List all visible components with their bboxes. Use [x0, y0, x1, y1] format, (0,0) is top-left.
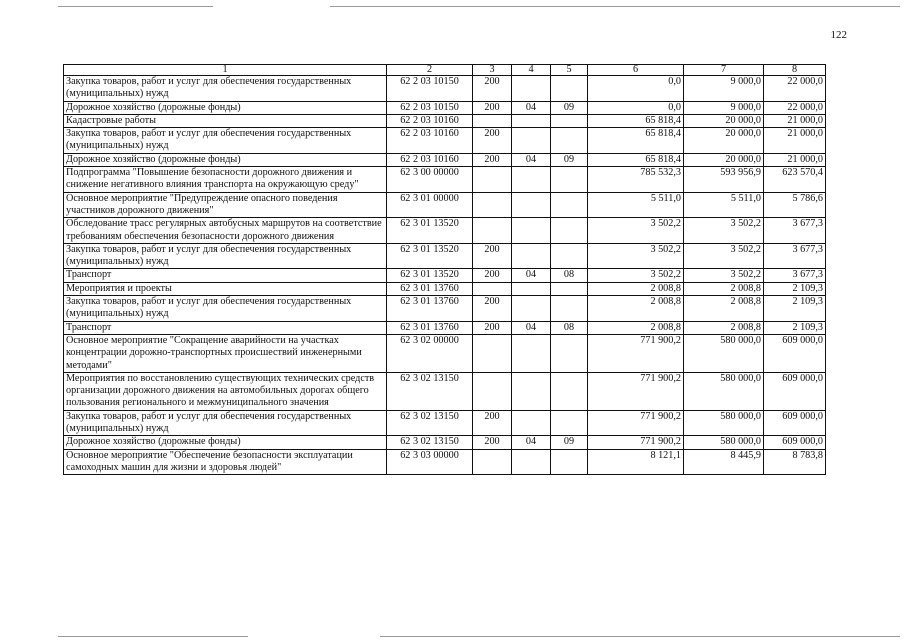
table-row	[64, 192, 826, 218]
scan-bottom-edge	[58, 636, 248, 637]
cell-subsection	[551, 296, 588, 322]
cell-amount-year2: 2 008,8	[684, 321, 764, 334]
cell-amount-year3: 21 000,0	[764, 114, 826, 127]
cell-name: Основное мероприятие "Предупреждение опасного поведения участников дорожного движения"	[64, 192, 387, 218]
cell-code: 62 2 03 10150	[387, 76, 473, 102]
cell-amount-year1: 785 532,3	[588, 167, 684, 193]
cell-amount-year1: 3 502,2	[588, 269, 684, 282]
cell-code: 62 3 02 13150	[387, 410, 473, 436]
cell-name: Транспорт	[64, 269, 387, 282]
cell-name: Закупка товаров, работ и услуг для обеспечения государственных (муниципальных) нужд	[64, 243, 387, 269]
table-row	[64, 218, 826, 244]
cell-amount-year3: 2 109,3	[764, 282, 826, 295]
header-cell: 2	[387, 65, 473, 76]
cell-amount-year2: 2 008,8	[684, 282, 764, 295]
cell-subsection: 08	[551, 321, 588, 334]
cell-subsection	[551, 128, 588, 154]
cell-amount-year1: 3 502,2	[588, 218, 684, 244]
cell-amount-year2: 2 008,8	[684, 296, 764, 322]
cell-expense-type	[473, 449, 512, 475]
cell-code: 62 3 03 00000	[387, 449, 473, 475]
cell-expense-type: 200	[473, 296, 512, 322]
scan-top-edge	[58, 6, 213, 7]
cell-section	[512, 410, 551, 436]
cell-section	[512, 192, 551, 218]
cell-name: Кадастровые работы	[64, 114, 387, 127]
cell-expense-type	[473, 114, 512, 127]
cell-amount-year1: 0,0	[588, 76, 684, 102]
cell-amount-year2: 9 000,0	[684, 101, 764, 114]
cell-code: 62 3 01 13520	[387, 269, 473, 282]
table-row	[64, 449, 826, 475]
table-row	[64, 167, 826, 193]
cell-expense-type: 200	[473, 243, 512, 269]
table-row	[64, 76, 826, 102]
cell-subsection	[551, 192, 588, 218]
cell-subsection	[551, 334, 588, 372]
cell-name: Дорожное хозяйство (дорожные фонды)	[64, 101, 387, 114]
scan-bottom-edge	[380, 636, 900, 637]
header-cell: 1	[64, 65, 387, 76]
cell-name: Мероприятия и проекты	[64, 282, 387, 295]
table-header-row	[64, 65, 826, 76]
header-cell: 4	[512, 65, 551, 76]
scan-top-edge	[330, 6, 900, 7]
cell-amount-year1: 2 008,8	[588, 282, 684, 295]
cell-code: 62 2 03 10160	[387, 128, 473, 154]
cell-amount-year2: 5 511,0	[684, 192, 764, 218]
cell-section: 04	[512, 321, 551, 334]
cell-subsection	[551, 372, 588, 410]
cell-code: 62 2 03 10160	[387, 114, 473, 127]
cell-section	[512, 76, 551, 102]
cell-code: 62 3 01 13760	[387, 282, 473, 295]
cell-code: 62 3 02 13150	[387, 372, 473, 410]
cell-name: Подпрограмма "Повышение безопасности дорожного движения и снижение негативного влияния транспорта на окружающую среду"	[64, 167, 387, 193]
header-cell: 5	[551, 65, 588, 76]
cell-amount-year2: 9 000,0	[684, 76, 764, 102]
cell-amount-year3: 3 677,3	[764, 218, 826, 244]
cell-expense-type: 200	[473, 321, 512, 334]
cell-amount-year2: 3 502,2	[684, 218, 764, 244]
cell-section	[512, 167, 551, 193]
header-cell: 3	[473, 65, 512, 76]
cell-code: 62 3 01 13520	[387, 218, 473, 244]
cell-code: 62 3 02 00000	[387, 334, 473, 372]
cell-section	[512, 296, 551, 322]
cell-expense-type	[473, 218, 512, 244]
cell-subsection	[551, 282, 588, 295]
cell-amount-year3: 22 000,0	[764, 101, 826, 114]
cell-amount-year1: 771 900,2	[588, 334, 684, 372]
cell-amount-year3: 2 109,3	[764, 296, 826, 322]
cell-subsection	[551, 449, 588, 475]
cell-amount-year1: 5 511,0	[588, 192, 684, 218]
cell-amount-year3: 609 000,0	[764, 410, 826, 436]
cell-amount-year1: 771 900,2	[588, 410, 684, 436]
cell-code: 62 2 03 10160	[387, 153, 473, 166]
table-row	[64, 243, 826, 269]
cell-subsection	[551, 167, 588, 193]
cell-code: 62 3 02 13150	[387, 436, 473, 449]
page-number: 122	[830, 29, 847, 41]
cell-amount-year1: 2 008,8	[588, 321, 684, 334]
cell-expense-type: 200	[473, 269, 512, 282]
cell-amount-year1: 65 818,4	[588, 128, 684, 154]
cell-expense-type: 200	[473, 153, 512, 166]
budget-table	[63, 64, 826, 475]
cell-expense-type: 200	[473, 410, 512, 436]
table-row	[64, 296, 826, 322]
cell-subsection	[551, 114, 588, 127]
cell-subsection	[551, 243, 588, 269]
cell-section: 04	[512, 153, 551, 166]
cell-code: 62 3 01 13760	[387, 296, 473, 322]
cell-amount-year1: 0,0	[588, 101, 684, 114]
cell-section	[512, 449, 551, 475]
cell-name: Закупка товаров, работ и услуг для обеспечения государственных (муниципальных) нужд	[64, 410, 387, 436]
cell-name: Мероприятия по восстановлению существующих технических средств организации дорожного движения на автомобильных дорогах общего пользования регионального и межмуниципального значения	[64, 372, 387, 410]
cell-subsection: 09	[551, 153, 588, 166]
cell-section	[512, 334, 551, 372]
cell-expense-type: 200	[473, 128, 512, 154]
cell-subsection	[551, 218, 588, 244]
cell-expense-type	[473, 282, 512, 295]
cell-subsection: 08	[551, 269, 588, 282]
cell-expense-type: 200	[473, 101, 512, 114]
cell-amount-year1: 8 121,1	[588, 449, 684, 475]
cell-name: Основное мероприятие "Сокращение аварийности на участках концентрации дорожно-транспортных происшествий инженерными методами"	[64, 334, 387, 372]
cell-subsection: 09	[551, 436, 588, 449]
cell-amount-year3: 3 677,3	[764, 243, 826, 269]
header-cell: 6	[588, 65, 684, 76]
cell-amount-year3: 5 786,6	[764, 192, 826, 218]
cell-subsection: 09	[551, 101, 588, 114]
cell-amount-year2: 580 000,0	[684, 410, 764, 436]
cell-amount-year3: 2 109,3	[764, 321, 826, 334]
cell-amount-year2: 580 000,0	[684, 372, 764, 410]
cell-name: Транспорт	[64, 321, 387, 334]
cell-amount-year2: 20 000,0	[684, 153, 764, 166]
cell-expense-type: 200	[473, 436, 512, 449]
cell-code: 62 3 01 13520	[387, 243, 473, 269]
cell-section: 04	[512, 436, 551, 449]
cell-expense-type	[473, 334, 512, 372]
cell-expense-type	[473, 167, 512, 193]
cell-expense-type: 200	[473, 76, 512, 102]
cell-amount-year2: 20 000,0	[684, 114, 764, 127]
cell-name: Закупка товаров, работ и услуг для обеспечения государственных (муниципальных) нужд	[64, 296, 387, 322]
cell-section	[512, 243, 551, 269]
table-row	[64, 282, 826, 295]
cell-code: 62 3 00 00000	[387, 167, 473, 193]
cell-section	[512, 128, 551, 154]
cell-code: 62 3 01 13760	[387, 321, 473, 334]
cell-name: Закупка товаров, работ и услуг для обеспечения государственных (муниципальных) нужд	[64, 128, 387, 154]
cell-amount-year1: 3 502,2	[588, 243, 684, 269]
cell-name: Дорожное хозяйство (дорожные фонды)	[64, 153, 387, 166]
cell-amount-year2: 593 956,9	[684, 167, 764, 193]
table-row	[64, 321, 826, 334]
table-row	[64, 436, 826, 449]
cell-name: Основное мероприятие "Обеспечение безопасности эксплуатации самоходных машин для жизни и здоровья людей"	[64, 449, 387, 475]
cell-amount-year2: 8 445,9	[684, 449, 764, 475]
cell-section: 04	[512, 269, 551, 282]
cell-amount-year1: 2 008,8	[588, 296, 684, 322]
cell-amount-year2: 20 000,0	[684, 128, 764, 154]
cell-section: 04	[512, 101, 551, 114]
cell-amount-year3: 609 000,0	[764, 436, 826, 449]
header-cell: 8	[764, 65, 826, 76]
cell-expense-type	[473, 372, 512, 410]
cell-name: Закупка товаров, работ и услуг для обеспечения государственных (муниципальных) нужд	[64, 76, 387, 102]
cell-subsection	[551, 410, 588, 436]
cell-amount-year3: 8 783,8	[764, 449, 826, 475]
cell-amount-year3: 22 000,0	[764, 76, 826, 102]
cell-subsection	[551, 76, 588, 102]
table-row	[64, 128, 826, 154]
cell-amount-year2: 580 000,0	[684, 334, 764, 372]
cell-amount-year1: 771 900,2	[588, 436, 684, 449]
cell-amount-year3: 609 000,0	[764, 334, 826, 372]
cell-amount-year3: 21 000,0	[764, 128, 826, 154]
table-row	[64, 153, 826, 166]
table-row	[64, 114, 826, 127]
cell-name: Дорожное хозяйство (дорожные фонды)	[64, 436, 387, 449]
cell-amount-year1: 65 818,4	[588, 114, 684, 127]
cell-amount-year3: 3 677,3	[764, 269, 826, 282]
header-cell: 7	[684, 65, 764, 76]
cell-amount-year3: 21 000,0	[764, 153, 826, 166]
cell-amount-year2: 580 000,0	[684, 436, 764, 449]
cell-amount-year2: 3 502,2	[684, 269, 764, 282]
cell-section	[512, 114, 551, 127]
cell-section	[512, 372, 551, 410]
cell-section	[512, 282, 551, 295]
cell-amount-year1: 65 818,4	[588, 153, 684, 166]
table-row	[64, 269, 826, 282]
table-row	[64, 372, 826, 410]
cell-amount-year3: 609 000,0	[764, 372, 826, 410]
cell-amount-year2: 3 502,2	[684, 243, 764, 269]
table-row	[64, 410, 826, 436]
cell-expense-type	[473, 192, 512, 218]
cell-name: Обследование трасс регулярных автобусных маршрутов на соответствие требованиям обеспечения безопасности дорожного движения	[64, 218, 387, 244]
cell-amount-year3: 623 570,4	[764, 167, 826, 193]
cell-code: 62 2 03 10150	[387, 101, 473, 114]
cell-code: 62 3 01 00000	[387, 192, 473, 218]
cell-section	[512, 218, 551, 244]
cell-amount-year1: 771 900,2	[588, 372, 684, 410]
table-row	[64, 101, 826, 114]
table-row	[64, 334, 826, 372]
